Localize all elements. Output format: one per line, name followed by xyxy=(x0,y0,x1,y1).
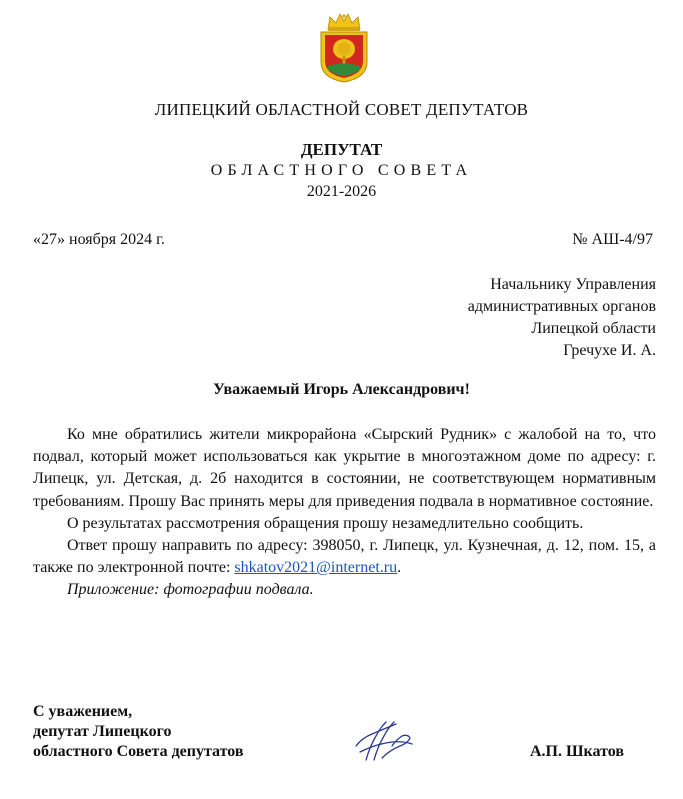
letter-body xyxy=(33,424,656,602)
signature-icon xyxy=(352,716,414,764)
deputy-title: ДЕПУТАТ xyxy=(300,140,383,159)
attachment-note: Приложение: фотографии подвала. xyxy=(67,581,314,599)
addressee-line: Липецкой области xyxy=(531,320,656,337)
signatory-name: А.П. Шкатов xyxy=(529,743,624,760)
addressee-line: административных органов xyxy=(467,298,656,315)
body-paragraph: Ко мне обратились жители микрорайона «Сырский Рудник» с жалобой на то, что подвал, который может использоваться как укрытие в многоэтажном доме по адресу: г. Липецк, ул. Детская, д. 2б находится в состоянии, не соответствующем нормативным требованиям. Прошу Вас принять меры для приведения подвала в нормативное состояние. xyxy=(33,426,656,510)
closing-line: областного Совета депутатов xyxy=(33,743,244,760)
deputy-term-years: 2021-2026 xyxy=(306,183,377,200)
contact-text-end: . xyxy=(397,559,402,577)
salutation: Уважаемый Игорь Александрович! xyxy=(213,381,470,398)
addressee-block xyxy=(336,274,656,362)
council-name: ЛИПЕЦКИЙ ОБЛАСТНОЙ СОВЕТ ДЕПУТАТОВ xyxy=(154,100,529,119)
email-link[interactable]: shkatov2021@internet.ru xyxy=(234,559,398,577)
body-paragraph-contact xyxy=(33,535,656,579)
closing-block xyxy=(33,702,244,762)
closing-line: депутат Липецкого xyxy=(33,723,172,740)
coat-of-arms-icon xyxy=(316,12,372,84)
closing-line: С уважением, xyxy=(33,703,133,720)
contact-text: Ответ прошу направить по адресу: 398050, г. Липецк, ул. Кузнечная, д. 12, пом. 15, а также по электронной почте: xyxy=(33,537,656,577)
letter-date: «27» ноября 2024 г. xyxy=(33,231,165,248)
deputy-subtitle: ОБЛАСТНОГО СОВЕТА xyxy=(210,162,473,179)
letter-number: № АШ-4/97 xyxy=(572,231,653,248)
addressee-line: Гречухе И. А. xyxy=(563,342,656,359)
addressee-line: Начальнику Управления xyxy=(490,276,656,293)
body-paragraph: О результатах рассмотрения обращения прошу незамедлительно сообщить. xyxy=(67,514,584,532)
